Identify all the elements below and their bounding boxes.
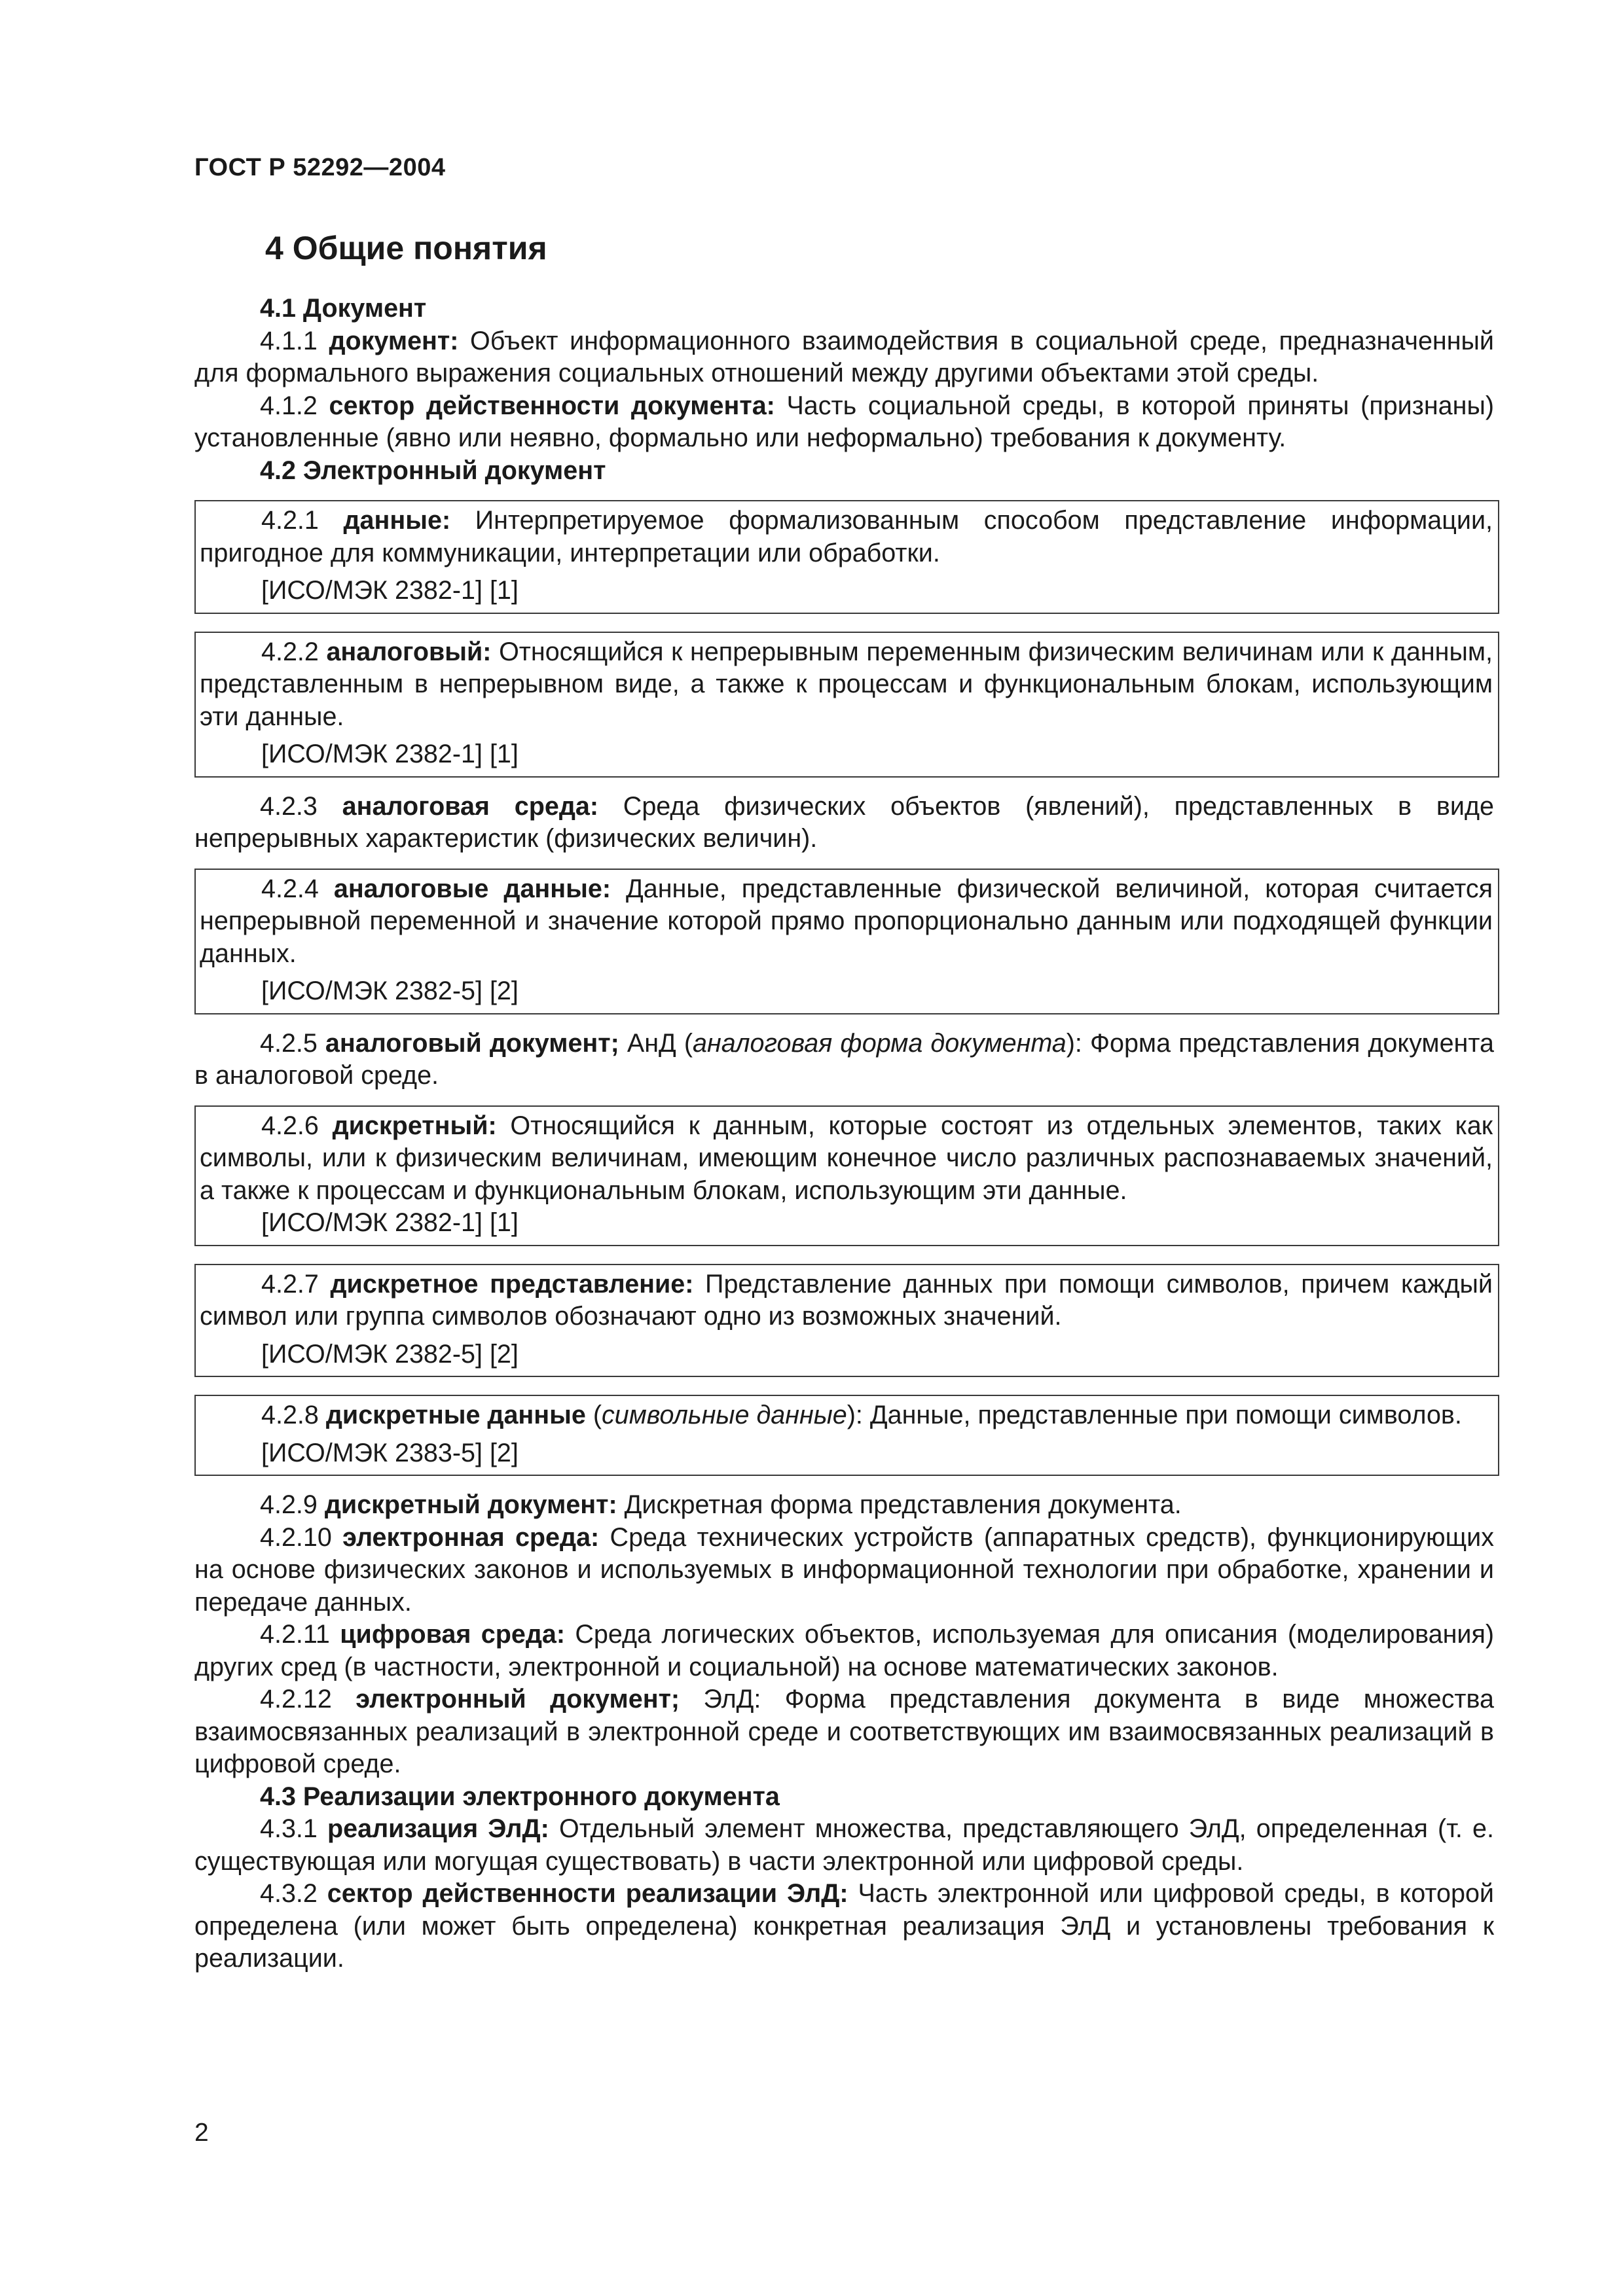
term-4-2-3: 4.2.3 аналоговая среда: Среда физических объектов (явлений), представленных в виде непрерывных характеристик (физических величин). — [194, 791, 1494, 853]
term-box-4-2-2 — [194, 632, 1499, 778]
page-content — [194, 293, 1494, 1975]
term-4-1-2: 4.1.2 сектор действенности документа: Часть социальной среды, в которой приняты (признаны) установленные (явно или неявно, формально или неформально) требования к документу. — [194, 391, 1494, 452]
term-box-4-2-1 — [194, 500, 1499, 614]
term-box-4-2-4 — [194, 869, 1499, 1014]
term-4-1-1: 4.1.1 документ: Объект информационного взаимодействия в социальной среде, предназначенный для формального выражения социальных отношений между другими объектами этой среды. — [194, 326, 1494, 387]
section-title: 4 Общие понятия — [265, 230, 547, 266]
subsection-title-4-1: 4.1 Документ — [260, 294, 427, 323]
reference-4-2-2: [ИСО/МЭК 2382-1] [1] — [261, 740, 519, 768]
term-4-2-5: 4.2.5 аналоговый документ; АнД (аналоговая форма документа): Форма представления документа в аналоговой среде. — [194, 1028, 1494, 1090]
term-4-2-12: 4.2.12 электронный документ; ЭлД: Форма представления документа в виде множества взаимосвязанных реализаций в электронной среде и соответствующих им взаимосвязанных реализаций в цифровой среде. — [194, 1685, 1494, 1778]
reference-4-2-6: [ИСО/МЭК 2382-1] [1] — [261, 1208, 519, 1237]
term-4-2-8: 4.2.8 дискретные данные (символьные данные): Данные, представленные при помощи символов. — [261, 1401, 1462, 1429]
term-box-4-2-7 — [194, 1264, 1499, 1378]
term-4-2-9: 4.2.9 дискретный документ: Дискретная форма представления документа. — [260, 1490, 1182, 1519]
page-number: 2 — [194, 2119, 209, 2147]
term-4-3-1: 4.3.1 реализация ЭлД: Отдельный элемент множества, представляющего ЭлД, определенная (т. е. существующая или могущая существовать) в части электронной или цифровой среды. — [194, 1814, 1494, 1876]
term-4-2-4: 4.2.4 аналоговые данные: Данные, представленные физической величиной, которая считается непрерывной переменной и значение которой прямо пропорционально данным или подходящей функции данных. — [200, 874, 1493, 968]
term-4-2-7: 4.2.7 дискретное представление: Представление данных при помощи символов, причем каждый символ или группа символов обозначают одно из возможных значений. — [200, 1269, 1493, 1331]
term-4-2-6: 4.2.6 дискретный: Относящийся к данным, которые состоят из отдельных элементов, таких как символы, или к физическим величинам, имеющим конечное число различных распознаваемых значений, а также к процессам и функциональным блокам, использующим эти данные. — [200, 1111, 1493, 1205]
reference-4-2-8: [ИСО/МЭК 2383-5] [2] — [261, 1438, 519, 1467]
term-4-2-10: 4.2.10 электронная среда: Среда технических устройств (аппаратных средств), функционирующих на основе физических законов и используемых в информационной технологии при обработке, хранении и передаче данных. — [194, 1522, 1494, 1617]
reference-4-2-4: [ИСО/МЭК 2382-5] [2] — [261, 977, 519, 1005]
subsection-title-4-3: 4.3 Реализации электронного документа — [260, 1782, 780, 1811]
reference-4-2-7: [ИСО/МЭК 2382-5] [2] — [261, 1339, 519, 1369]
term-4-3-2: 4.3.2 сектор действенности реализации ЭлД: Часть электронной или цифровой среды, в которой определена (или может быть определена) конкретная реализация ЭлД и установлены требования к реализации. — [194, 1879, 1494, 1973]
term-4-2-1: 4.2.1 данные: Интерпретируемое формализованным способом представление информации, пригодное для коммуникации, интерпретации или обработки. — [200, 506, 1493, 567]
reference-4-2-1: [ИСО/МЭК 2382-1] [1] — [261, 576, 519, 605]
subsection-title-4-2: 4.2 Электронный документ — [260, 456, 606, 485]
term-box-4-2-6 — [194, 1105, 1499, 1246]
term-4-2-11: 4.2.11 цифровая среда: Среда логических объектов, используемая для описания (моделирования) других сред (в частности, электронной и социальной) на основе математических законов. — [194, 1620, 1495, 1681]
standard-designation: ГОСТ Р 52292—2004 — [194, 154, 446, 181]
term-box-4-2-8 — [194, 1395, 1499, 1476]
term-4-2-2: 4.2.2 аналоговый: Относящийся к непрерывным переменным физическим величинам или к данным, представленным в непрерывном виде, а также к процессам и функциональным блокам, использующим эти данные. — [200, 637, 1493, 731]
